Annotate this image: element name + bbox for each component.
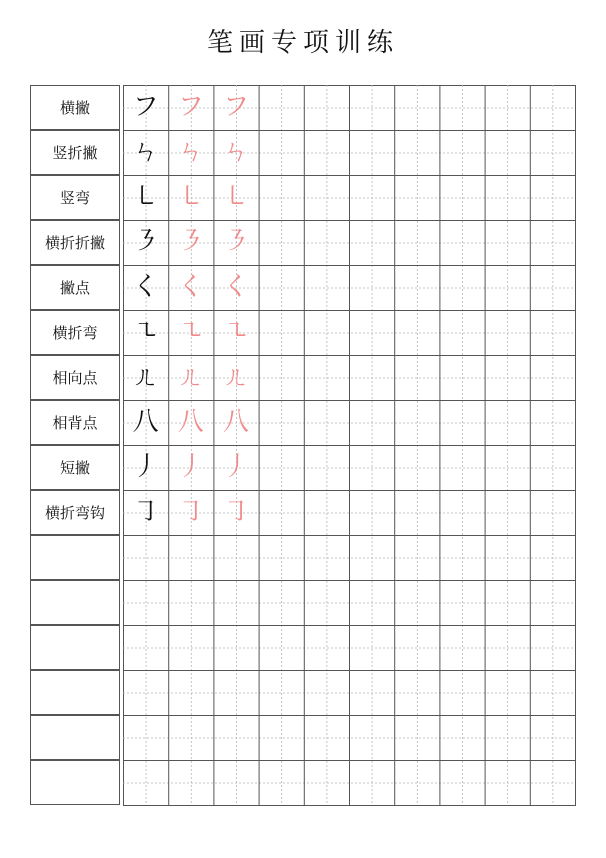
trace-stroke: ㄣ — [177, 137, 204, 167]
stroke-label — [30, 535, 120, 580]
trace-stroke: く — [177, 272, 204, 302]
stroke-label: 横折折撇 — [30, 220, 120, 265]
trace-stroke: く — [222, 272, 249, 302]
trace-stroke: 八 — [177, 407, 204, 437]
trace-stroke: ㇄ — [222, 182, 249, 212]
trace-stroke: 丿 — [177, 452, 204, 482]
trace-stroke: ㄣ — [222, 137, 249, 167]
stroke-label: 相向点 — [30, 355, 120, 400]
model-stroke: く — [132, 272, 159, 302]
model-stroke: ㇄ — [132, 182, 159, 212]
trace-stroke: ㄦ — [222, 362, 249, 392]
model-stroke: 八 — [132, 407, 159, 437]
stroke-label — [30, 580, 120, 625]
stroke-label: 竖弯 — [30, 175, 120, 220]
trace-stroke: フ — [222, 92, 249, 122]
stroke-label — [30, 670, 120, 715]
trace-stroke: 八 — [222, 407, 249, 437]
trace-stroke: ㇆ — [222, 497, 249, 527]
stroke-label: 撇点 — [30, 265, 120, 310]
trace-stroke: ㄦ — [177, 362, 204, 392]
model-stroke: ㇍ — [132, 317, 159, 347]
stroke-glyph-layer — [123, 85, 576, 806]
stroke-label: 相背点 — [30, 400, 120, 445]
trace-stroke: ㇋ — [222, 227, 249, 257]
stroke-label: 短撇 — [30, 445, 120, 490]
stroke-label: 横撇 — [30, 85, 120, 130]
trace-stroke: ㇆ — [177, 497, 204, 527]
model-stroke: フ — [132, 92, 159, 122]
stroke-label — [30, 625, 120, 670]
model-stroke: 丿 — [132, 452, 159, 482]
model-stroke: ㄦ — [132, 362, 159, 392]
trace-stroke: ㇋ — [177, 227, 204, 257]
model-stroke: ㇋ — [132, 227, 159, 257]
stroke-label — [30, 760, 120, 805]
stroke-label: 横折弯钩 — [30, 490, 120, 535]
page-title: 笔画专项训练 — [206, 28, 399, 58]
trace-stroke: ㇍ — [222, 317, 249, 347]
trace-stroke: ㇄ — [177, 182, 204, 212]
stroke-label — [30, 715, 120, 760]
trace-stroke: 丿 — [222, 452, 249, 482]
stroke-label: 横折弯 — [30, 310, 120, 355]
stroke-label: 竖折撇 — [30, 130, 120, 175]
trace-stroke: ㇍ — [177, 317, 204, 347]
trace-stroke: フ — [177, 92, 204, 122]
model-stroke: ㄣ — [132, 137, 159, 167]
model-stroke: ㇆ — [132, 497, 159, 527]
